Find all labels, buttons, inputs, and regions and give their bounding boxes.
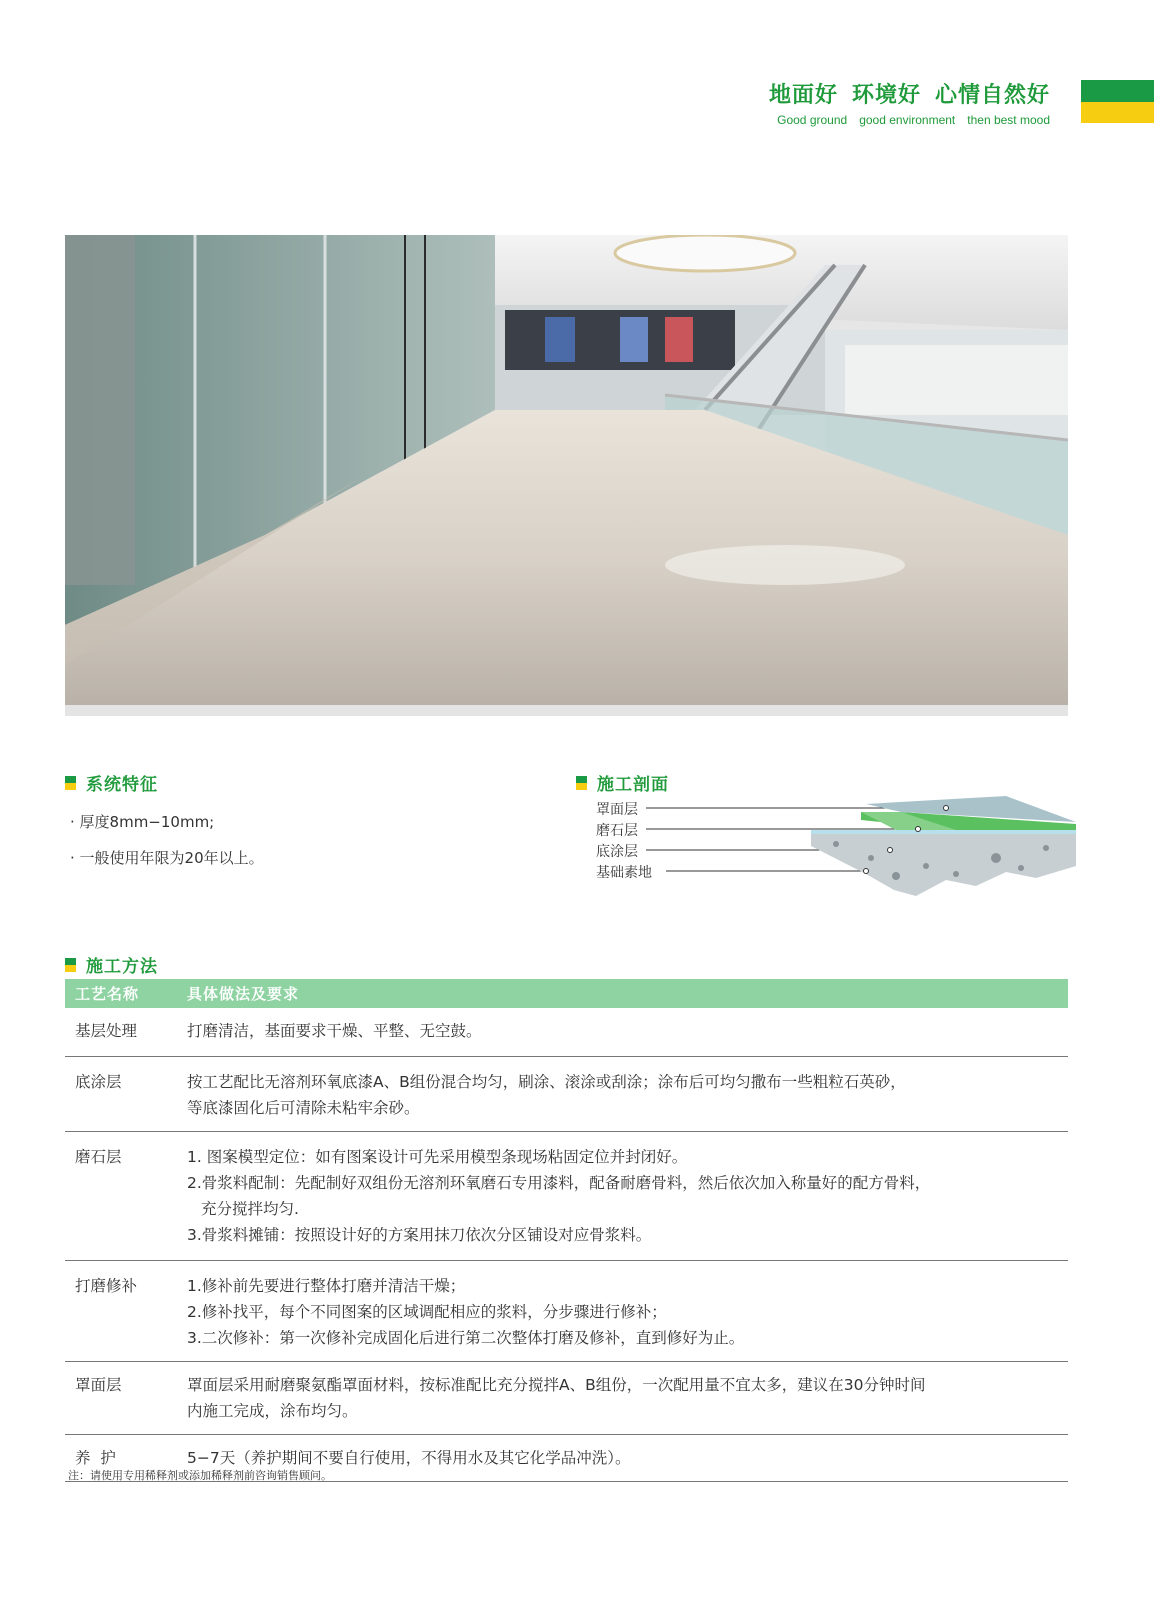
row-line: 打磨清洁，基面要求干燥、平整、无空鼓。: [187, 1022, 482, 1040]
row-name: 罩面层: [75, 1376, 122, 1394]
row-line: 3.骨浆料摊铺：按照设计好的方案用抹刀依次分区铺设对应骨浆料。: [187, 1226, 652, 1244]
table-row: [65, 1057, 1068, 1132]
slogan-en-1: Good ground: [777, 113, 848, 127]
layer-label-substrate: 基础素地: [596, 865, 652, 881]
footnote: 注：请使用专用稀释剂或添加稀释剂前咨询销售顾问。: [68, 1469, 332, 1482]
photo-bottom-strip: [65, 705, 1068, 716]
row-name: 基层处理: [75, 1022, 138, 1040]
mall-floor-photo: [65, 235, 1068, 705]
table-row: [65, 1008, 1068, 1057]
slogan-cn-1: 地面好: [768, 83, 838, 108]
heading-marker-icon: [65, 958, 76, 972]
mall-floor-illustration: [65, 235, 1068, 705]
row-line: 1.修补前先要进行整体打磨并清洁干燥；: [187, 1277, 466, 1295]
row-line: 2.骨浆料配制：先配制好双组份无溶剂环氧磨石专用漆料，配备耐磨骨料，然后依次加入称量好的配方骨料，: [187, 1174, 931, 1192]
layer-label-primer: 底涂层: [596, 844, 638, 860]
table-row: [65, 1261, 1068, 1362]
row-line: 等底漆固化后可清除未粘牢余砂。: [187, 1099, 420, 1117]
row-line: 内施工完成，涂布均匀。: [187, 1402, 358, 1420]
table-row: [65, 1132, 1068, 1261]
row-line: 罩面层采用耐磨聚氨酯罩面材料，按标准配比充分搅拌A、B组份，一次配用量不宜太多，建议在30分钟时间: [187, 1376, 926, 1394]
table-header: [65, 979, 1068, 1008]
layer-label-terrazzo: 磨石层: [596, 823, 638, 839]
heading-marker-icon: [65, 776, 76, 790]
slogan-cn-3: 心情自然好: [934, 83, 1050, 108]
layer-label-topcoat: 罩面层: [596, 802, 638, 818]
row-line: 1. 图案模型定位：如有图案设计可先采用模型条现场粘固定位并封闭好。: [187, 1148, 688, 1166]
green-bar: [1081, 80, 1154, 102]
header-requirements: 具体做法及要求: [187, 985, 300, 1003]
row-line: 充分搅拌均匀.: [201, 1200, 299, 1218]
slogan-cn: [755, 78, 1050, 109]
heading-marker-icon: [576, 776, 587, 790]
features-title: 系统特征: [86, 775, 158, 795]
layer-section-diagram: [596, 796, 1076, 906]
slogan-cn-2: 环境好: [851, 83, 921, 108]
row-name: 打磨修补: [75, 1277, 138, 1295]
header-slogan: [755, 78, 1050, 127]
method-heading: [65, 952, 158, 977]
row-line: 5−7天（养护期间不要自行使用，不得用水及其它化学品冲洗）。: [187, 1449, 631, 1467]
feature-item: · 厚度8mm−10mm;: [70, 813, 215, 831]
layer-section-graphic: [596, 796, 1076, 906]
row-name: 底涂层: [75, 1073, 122, 1091]
yellow-bar: [1081, 102, 1154, 123]
row-name: 磨石层: [75, 1148, 122, 1166]
slogan-en: [755, 113, 1050, 127]
features-list: [70, 804, 264, 876]
slogan-en-2: good environment: [859, 113, 956, 127]
method-table: [65, 979, 1068, 1482]
section-heading: [576, 770, 669, 795]
section-title: 施工剖面: [597, 775, 669, 795]
feature-item: · 一般使用年限为20年以上。: [70, 849, 264, 867]
row-line: 按工艺配比无溶剂环氧底漆A、B组份混合均匀，刷涂、滚涂或刮涂；涂布后可均匀撒布一些粗粒石英砂，: [187, 1073, 906, 1091]
table-row: [65, 1362, 1068, 1435]
row-name: 养 护: [75, 1449, 116, 1467]
brand-color-tab: [1081, 80, 1154, 123]
row-line: 3.二次修补：第一次修补完成固化后进行第二次整体打磨及修补，直到修好为止。: [187, 1329, 745, 1347]
slogan-en-3: then best mood: [967, 113, 1050, 127]
row-line: 2.修补找平，每个不同图案的区域调配相应的浆料，分步骤进行修补；: [187, 1303, 667, 1321]
method-title: 施工方法: [86, 957, 158, 977]
header-process: 工艺名称: [75, 985, 140, 1003]
features-heading: [65, 770, 158, 795]
